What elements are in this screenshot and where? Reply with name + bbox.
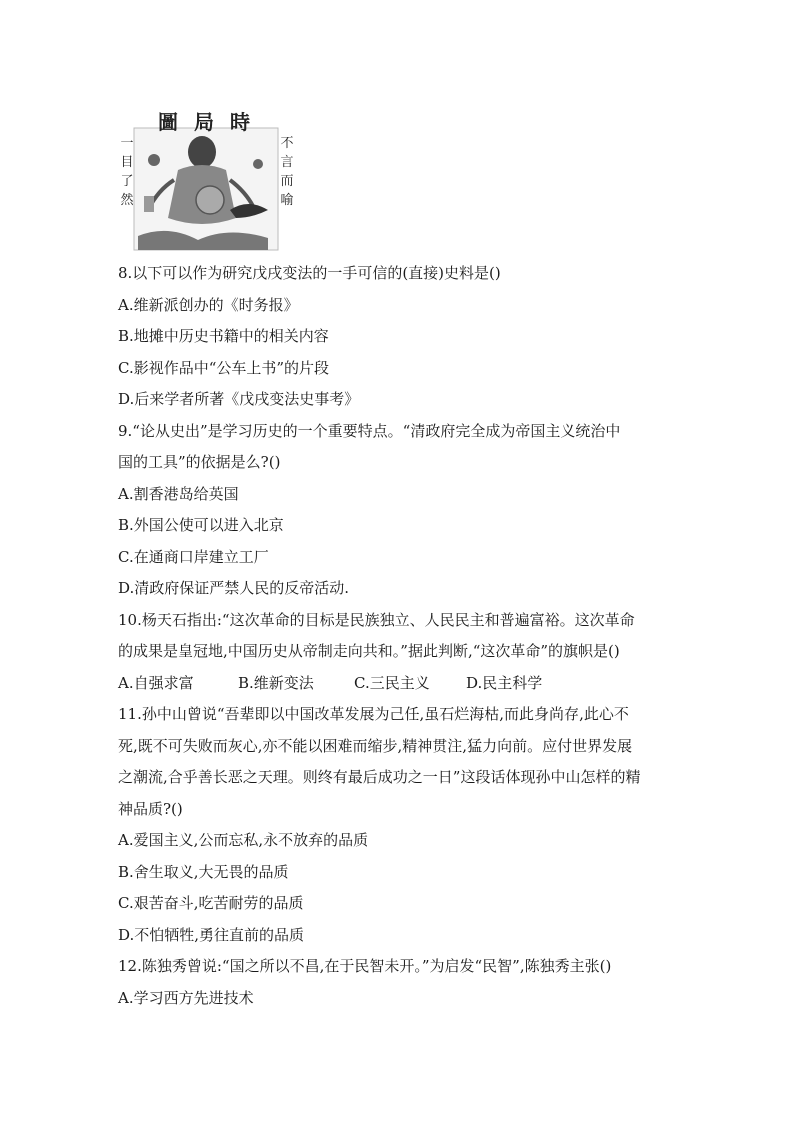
question-11 [118,699,688,951]
question-stem: 12.陈独秀曾说:“国之所以不昌,在于民智未开。”为启发“民智”,陈独秀主张() [118,957,612,975]
options-row [118,668,688,700]
question-8 [118,258,688,416]
question-stem-continued: 之潮流,合乎善长恶之天理。则终有最后成功之一日”这段话体现孙中山怎样的精 [118,768,641,786]
question-stem: 11.孙中山曾说“吾辈即以中国改革发展为己任,虽石烂海枯,而此身尚存,此心不 [118,705,629,723]
option-a: A.爱国主义,公而忘私,永不放弃的品质 [118,831,369,849]
option-b: B.舍生取义,大无畏的品质 [118,862,289,881]
question-stem: 9.“论从史出”是学习历史的一个重要特点。“清政府完全成为帝国主义统治中 [118,421,621,440]
historical-cartoon-image [118,100,302,252]
option-c: C.艰苦奋斗,吃苦耐劳的品质 [118,894,304,912]
question-stem-continued: 死,既不可失败而灰心,亦不能以困难而缩步,精神贯注,猛力向前。应付世界发展 [118,736,633,755]
option-c: C.在通商口岸建立工厂 [118,547,269,566]
option-d: D.民主科学 [466,673,543,692]
option-a: A.自强求富 [118,673,194,692]
question-10 [118,605,688,700]
question-stem-continued: 神品质?() [118,799,183,818]
question-9 [118,416,688,605]
option-d: D.清政府保证严禁人民的反帝活动. [118,579,350,597]
question-list [118,258,688,1014]
option-d: D.后来学者所著《戊戌变法史事考》 [118,390,360,408]
cartoon-left-caption: 一目了然 [120,136,134,208]
question-stem-continued: 的成果是皇冠地,中国历史从帝制走向共和。”据此判断,“这次革命”的旗帜是() [118,642,620,660]
option-c: C.三民主义 [354,673,430,692]
question-12 [118,951,688,1014]
option-b: B.外国公使可以进入北京 [118,516,284,534]
option-d: D.不怕牺牲,勇往直前的品质 [118,925,305,944]
option-b: B.维新变法 [238,673,314,692]
cartoon-right-caption: 不言而喻 [280,136,294,208]
cartoon-title: 圖局時 [158,110,266,134]
option-a: A.割香港岛给英国 [118,484,239,503]
question-stem-continued: 国的工具”的依据是么?() [118,453,281,471]
option-c: C.影视作品中“公车上书”的片段 [118,358,330,377]
option-a: A.学习西方先进技术 [118,988,254,1007]
question-stem: 10.杨天石指出:“这次革命的目标是民族独立、人民民主和普遍富裕。这次革命 [118,610,635,629]
question-stem: 8.以下可以作为研究戊戌变法的一手可信的(直接)史料是() [118,264,501,282]
option-b: B.地摊中历史书籍中的相关内容 [118,327,329,345]
option-a: A.维新派创办的《时务报》 [118,295,299,314]
